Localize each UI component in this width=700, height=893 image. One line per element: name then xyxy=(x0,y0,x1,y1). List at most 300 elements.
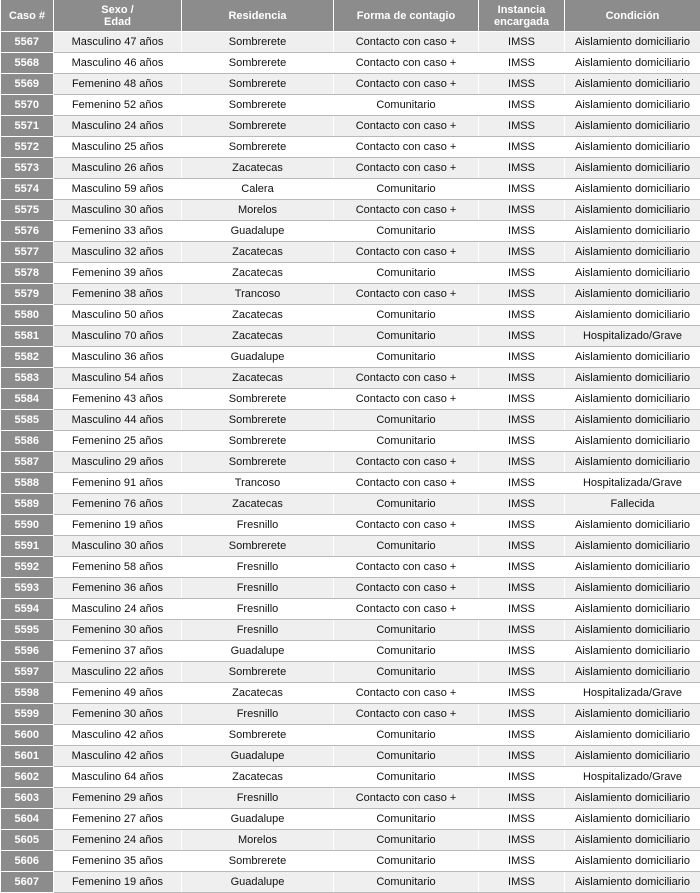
header-residencia xyxy=(182,0,334,32)
cell-condicion: Hospitalizada/Grave xyxy=(565,473,700,494)
cell-condicion: Aislamiento domiciliario xyxy=(565,95,700,116)
cell-forma-contagio: Comunitario xyxy=(334,221,479,242)
cell-residencia: Fresnillo xyxy=(182,704,334,725)
table-row xyxy=(1,200,700,221)
table-row xyxy=(1,704,700,725)
cell-sexo-edad: Femenino 30 años xyxy=(54,704,182,725)
cell-forma-contagio: Comunitario xyxy=(334,326,479,347)
table-row xyxy=(1,767,700,788)
cell-sexo-edad: Femenino 33 años xyxy=(54,221,182,242)
cell-caso: 5598 xyxy=(1,683,54,704)
cell-residencia: Sombrerete xyxy=(182,662,334,683)
table-row xyxy=(1,788,700,809)
cell-caso: 5605 xyxy=(1,830,54,851)
cell-sexo-edad: Masculino 30 años xyxy=(54,200,182,221)
cell-instancia: IMSS xyxy=(479,851,565,872)
cell-caso: 5582 xyxy=(1,347,54,368)
cell-condicion: Aislamiento domiciliario xyxy=(565,221,700,242)
cell-condicion: Aislamiento domiciliario xyxy=(565,452,700,473)
cell-instancia: IMSS xyxy=(479,158,565,179)
table-row xyxy=(1,536,700,557)
cell-sexo-edad: Femenino 36 años xyxy=(54,578,182,599)
cell-forma-contagio: Contacto con caso + xyxy=(334,32,479,53)
cell-forma-contagio: Contacto con caso + xyxy=(334,74,479,95)
cell-sexo-edad: Femenino 48 años xyxy=(54,74,182,95)
cell-forma-contagio: Comunitario xyxy=(334,641,479,662)
cell-instancia: IMSS xyxy=(479,494,565,515)
cell-residencia: Sombrerete xyxy=(182,851,334,872)
cell-instancia: IMSS xyxy=(479,284,565,305)
cell-instancia: IMSS xyxy=(479,200,565,221)
cell-caso: 5596 xyxy=(1,641,54,662)
cell-instancia: IMSS xyxy=(479,767,565,788)
cell-residencia: Sombrerete xyxy=(182,431,334,452)
table-row xyxy=(1,809,700,830)
cell-condicion: Aislamiento domiciliario xyxy=(565,347,700,368)
cell-caso: 5573 xyxy=(1,158,54,179)
cell-instancia: IMSS xyxy=(479,515,565,536)
cell-caso: 5600 xyxy=(1,725,54,746)
header-sexo-edad xyxy=(54,0,182,32)
cell-condicion: Aislamiento domiciliario xyxy=(565,431,700,452)
cell-condicion: Aislamiento domiciliario xyxy=(565,536,700,557)
cell-residencia: Trancoso xyxy=(182,284,334,305)
table-row xyxy=(1,557,700,578)
cell-caso: 5568 xyxy=(1,53,54,74)
cell-condicion: Aislamiento domiciliario xyxy=(565,32,700,53)
cell-residencia: Sombrerete xyxy=(182,137,334,158)
cell-instancia: IMSS xyxy=(479,179,565,200)
table-body xyxy=(1,32,700,893)
header-caso-label: Caso # xyxy=(9,10,45,22)
cell-condicion: Aislamiento domiciliario xyxy=(565,809,700,830)
cell-instancia: IMSS xyxy=(479,368,565,389)
cell-caso: 5577 xyxy=(1,242,54,263)
table-row xyxy=(1,431,700,452)
cell-sexo-edad: Masculino 70 años xyxy=(54,326,182,347)
cell-caso: 5607 xyxy=(1,872,54,893)
table-row xyxy=(1,620,700,641)
table-row xyxy=(1,179,700,200)
table-row xyxy=(1,641,700,662)
cell-condicion: Aislamiento domiciliario xyxy=(565,851,700,872)
table-row xyxy=(1,578,700,599)
cell-sexo-edad: Masculino 30 años xyxy=(54,536,182,557)
header-forma-contagio xyxy=(334,0,479,32)
cell-instancia: IMSS xyxy=(479,725,565,746)
cell-caso: 5581 xyxy=(1,326,54,347)
cell-instancia: IMSS xyxy=(479,95,565,116)
cell-condicion: Aislamiento domiciliario xyxy=(565,788,700,809)
cell-forma-contagio: Contacto con caso + xyxy=(334,158,479,179)
cell-residencia: Fresnillo xyxy=(182,557,334,578)
cell-forma-contagio: Contacto con caso + xyxy=(334,200,479,221)
cell-condicion: Hospitalizada/Grave xyxy=(565,683,700,704)
header-edad-label: Edad xyxy=(56,16,179,28)
header-forma-label: Forma de contagio xyxy=(357,10,455,22)
cell-condicion: Aislamiento domiciliario xyxy=(565,305,700,326)
header-caso xyxy=(1,0,54,32)
cell-instancia: IMSS xyxy=(479,347,565,368)
cell-residencia: Fresnillo xyxy=(182,620,334,641)
cell-instancia: IMSS xyxy=(479,620,565,641)
cell-condicion: Aislamiento domiciliario xyxy=(565,830,700,851)
cell-residencia: Guadalupe xyxy=(182,809,334,830)
cell-condicion: Fallecida xyxy=(565,494,700,515)
table-row xyxy=(1,662,700,683)
cell-sexo-edad: Masculino 25 años xyxy=(54,137,182,158)
cell-instancia: IMSS xyxy=(479,830,565,851)
cell-instancia: IMSS xyxy=(479,326,565,347)
cell-caso: 5584 xyxy=(1,389,54,410)
cell-residencia: Guadalupe xyxy=(182,641,334,662)
cell-caso: 5571 xyxy=(1,116,54,137)
table-row xyxy=(1,515,700,536)
table-row xyxy=(1,284,700,305)
cell-condicion: Aislamiento domiciliario xyxy=(565,74,700,95)
cell-condicion: Aislamiento domiciliario xyxy=(565,389,700,410)
cell-instancia: IMSS xyxy=(479,53,565,74)
cell-caso: 5580 xyxy=(1,305,54,326)
cell-sexo-edad: Femenino 27 años xyxy=(54,809,182,830)
cell-condicion: Aislamiento domiciliario xyxy=(565,158,700,179)
cell-sexo-edad: Masculino 24 años xyxy=(54,116,182,137)
cell-condicion: Aislamiento domiciliario xyxy=(565,284,700,305)
table-row xyxy=(1,494,700,515)
cell-forma-contagio: Contacto con caso + xyxy=(334,515,479,536)
header-condicion xyxy=(565,0,700,32)
cell-forma-contagio: Contacto con caso + xyxy=(334,683,479,704)
cell-condicion: Aislamiento domiciliario xyxy=(565,368,700,389)
cell-forma-contagio: Comunitario xyxy=(334,410,479,431)
cell-residencia: Sombrerete xyxy=(182,95,334,116)
cell-residencia: Morelos xyxy=(182,200,334,221)
cell-caso: 5589 xyxy=(1,494,54,515)
cell-sexo-edad: Femenino 43 años xyxy=(54,389,182,410)
cell-residencia: Fresnillo xyxy=(182,599,334,620)
cell-sexo-edad: Masculino 54 años xyxy=(54,368,182,389)
cell-forma-contagio: Contacto con caso + xyxy=(334,284,479,305)
cell-forma-contagio: Comunitario xyxy=(334,347,479,368)
cell-residencia: Sombrerete xyxy=(182,389,334,410)
cell-instancia: IMSS xyxy=(479,410,565,431)
header-sexo-label: Sexo / xyxy=(56,4,179,16)
cell-sexo-edad: Femenino 58 años xyxy=(54,557,182,578)
cell-sexo-edad: Masculino 50 años xyxy=(54,305,182,326)
cell-forma-contagio: Comunitario xyxy=(334,431,479,452)
cell-forma-contagio: Contacto con caso + xyxy=(334,578,479,599)
cell-caso: 5591 xyxy=(1,536,54,557)
cell-sexo-edad: Masculino 44 años xyxy=(54,410,182,431)
cell-forma-contagio: Comunitario xyxy=(334,830,479,851)
cell-instancia: IMSS xyxy=(479,872,565,893)
table-row xyxy=(1,410,700,431)
cell-sexo-edad: Masculino 29 años xyxy=(54,452,182,473)
cell-forma-contagio: Comunitario xyxy=(334,809,479,830)
cell-caso: 5569 xyxy=(1,74,54,95)
cell-forma-contagio: Comunitario xyxy=(334,263,479,284)
table-row xyxy=(1,242,700,263)
cell-residencia: Zacatecas xyxy=(182,305,334,326)
cell-forma-contagio: Contacto con caso + xyxy=(334,788,479,809)
cell-forma-contagio: Comunitario xyxy=(334,872,479,893)
cell-caso: 5587 xyxy=(1,452,54,473)
cell-residencia: Fresnillo xyxy=(182,788,334,809)
cell-residencia: Zacatecas xyxy=(182,326,334,347)
cell-residencia: Fresnillo xyxy=(182,515,334,536)
cell-forma-contagio: Contacto con caso + xyxy=(334,557,479,578)
cell-forma-contagio: Comunitario xyxy=(334,725,479,746)
cell-caso: 5574 xyxy=(1,179,54,200)
cell-forma-contagio: Comunitario xyxy=(334,95,479,116)
cell-caso: 5576 xyxy=(1,221,54,242)
table-row xyxy=(1,32,700,53)
cell-caso: 5592 xyxy=(1,557,54,578)
cell-caso: 5606 xyxy=(1,851,54,872)
cell-residencia: Sombrerete xyxy=(182,536,334,557)
table-row xyxy=(1,851,700,872)
cell-instancia: IMSS xyxy=(479,557,565,578)
cell-caso: 5601 xyxy=(1,746,54,767)
cell-forma-contagio: Comunitario xyxy=(334,494,479,515)
cell-instancia: IMSS xyxy=(479,683,565,704)
cell-forma-contagio: Contacto con caso + xyxy=(334,242,479,263)
cell-caso: 5585 xyxy=(1,410,54,431)
cell-residencia: Zacatecas xyxy=(182,494,334,515)
cell-instancia: IMSS xyxy=(479,74,565,95)
cell-instancia: IMSS xyxy=(479,389,565,410)
cell-forma-contagio: Contacto con caso + xyxy=(334,53,479,74)
cell-residencia: Guadalupe xyxy=(182,746,334,767)
cell-sexo-edad: Femenino 29 años xyxy=(54,788,182,809)
cell-residencia: Zacatecas xyxy=(182,767,334,788)
cell-residencia: Zacatecas xyxy=(182,368,334,389)
cell-residencia: Guadalupe xyxy=(182,347,334,368)
cell-sexo-edad: Femenino 19 años xyxy=(54,872,182,893)
cell-sexo-edad: Masculino 46 años xyxy=(54,53,182,74)
cell-residencia: Trancoso xyxy=(182,473,334,494)
cell-instancia: IMSS xyxy=(479,662,565,683)
table-row xyxy=(1,53,700,74)
cell-residencia: Sombrerete xyxy=(182,32,334,53)
cell-forma-contagio: Comunitario xyxy=(334,536,479,557)
cell-instancia: IMSS xyxy=(479,746,565,767)
cell-sexo-edad: Femenino 39 años xyxy=(54,263,182,284)
cell-caso: 5586 xyxy=(1,431,54,452)
cell-caso: 5594 xyxy=(1,599,54,620)
cell-sexo-edad: Femenino 76 años xyxy=(54,494,182,515)
cell-residencia: Zacatecas xyxy=(182,158,334,179)
cell-residencia: Guadalupe xyxy=(182,872,334,893)
cell-residencia: Sombrerete xyxy=(182,116,334,137)
table-row xyxy=(1,746,700,767)
cell-forma-contagio: Contacto con caso + xyxy=(334,452,479,473)
cell-condicion: Aislamiento domiciliario xyxy=(565,515,700,536)
cell-forma-contagio: Comunitario xyxy=(334,620,479,641)
cell-condicion: Aislamiento domiciliario xyxy=(565,410,700,431)
cell-instancia: IMSS xyxy=(479,305,565,326)
cell-sexo-edad: Femenino 52 años xyxy=(54,95,182,116)
cell-forma-contagio: Contacto con caso + xyxy=(334,137,479,158)
table-row xyxy=(1,74,700,95)
cell-residencia: Sombrerete xyxy=(182,410,334,431)
cell-sexo-edad: Femenino 91 años xyxy=(54,473,182,494)
cell-sexo-edad: Femenino 30 años xyxy=(54,620,182,641)
cell-caso: 5578 xyxy=(1,263,54,284)
cell-condicion: Aislamiento domiciliario xyxy=(565,620,700,641)
table-row xyxy=(1,347,700,368)
header-condicion-label: Condición xyxy=(606,10,660,22)
cell-instancia: IMSS xyxy=(479,473,565,494)
cell-forma-contagio: Contacto con caso + xyxy=(334,116,479,137)
cell-sexo-edad: Masculino 64 años xyxy=(54,767,182,788)
header-residencia-label: Residencia xyxy=(228,10,286,22)
cell-sexo-edad: Femenino 24 años xyxy=(54,830,182,851)
header-row xyxy=(1,0,700,32)
cell-forma-contagio: Comunitario xyxy=(334,767,479,788)
table-row xyxy=(1,830,700,851)
table-row xyxy=(1,263,700,284)
cell-forma-contagio: Comunitario xyxy=(334,662,479,683)
cell-condicion: Aislamiento domiciliario xyxy=(565,137,700,158)
cell-condicion: Aislamiento domiciliario xyxy=(565,200,700,221)
cell-caso: 5599 xyxy=(1,704,54,725)
cell-caso: 5567 xyxy=(1,32,54,53)
cell-residencia: Sombrerete xyxy=(182,452,334,473)
cell-instancia: IMSS xyxy=(479,641,565,662)
cell-instancia: IMSS xyxy=(479,137,565,158)
cell-caso: 5583 xyxy=(1,368,54,389)
cell-condicion: Aislamiento domiciliario xyxy=(565,53,700,74)
cell-residencia: Guadalupe xyxy=(182,221,334,242)
cell-residencia: Zacatecas xyxy=(182,242,334,263)
cell-condicion: Aislamiento domiciliario xyxy=(565,263,700,284)
cell-forma-contagio: Contacto con caso + xyxy=(334,599,479,620)
cell-residencia: Zacatecas xyxy=(182,683,334,704)
cell-sexo-edad: Femenino 49 años xyxy=(54,683,182,704)
table-row xyxy=(1,389,700,410)
cell-sexo-edad: Masculino 47 años xyxy=(54,32,182,53)
table-row xyxy=(1,95,700,116)
cell-sexo-edad: Femenino 19 años xyxy=(54,515,182,536)
header-instancia-label: Instancia xyxy=(481,4,562,16)
cell-caso: 5593 xyxy=(1,578,54,599)
cell-sexo-edad: Masculino 42 años xyxy=(54,746,182,767)
cell-sexo-edad: Masculino 36 años xyxy=(54,347,182,368)
cell-condicion: Hospitalizado/Grave xyxy=(565,767,700,788)
cell-sexo-edad: Masculino 59 años xyxy=(54,179,182,200)
cell-residencia: Sombrerete xyxy=(182,74,334,95)
cell-condicion: Aislamiento domiciliario xyxy=(565,578,700,599)
cell-residencia: Morelos xyxy=(182,830,334,851)
cell-instancia: IMSS xyxy=(479,578,565,599)
header-instancia xyxy=(479,0,565,32)
table-row xyxy=(1,725,700,746)
table-row xyxy=(1,599,700,620)
cell-sexo-edad: Femenino 25 años xyxy=(54,431,182,452)
table-row xyxy=(1,158,700,179)
cell-instancia: IMSS xyxy=(479,242,565,263)
cell-condicion: Aislamiento domiciliario xyxy=(565,557,700,578)
cell-condicion: Aislamiento domiciliario xyxy=(565,116,700,137)
cell-instancia: IMSS xyxy=(479,704,565,725)
table-row xyxy=(1,305,700,326)
table-row xyxy=(1,368,700,389)
cell-instancia: IMSS xyxy=(479,536,565,557)
cell-condicion: Aislamiento domiciliario xyxy=(565,704,700,725)
cell-forma-contagio: Contacto con caso + xyxy=(334,473,479,494)
table-row xyxy=(1,452,700,473)
cell-sexo-edad: Masculino 24 años xyxy=(54,599,182,620)
cell-caso: 5588 xyxy=(1,473,54,494)
cell-condicion: Aislamiento domiciliario xyxy=(565,599,700,620)
table-row xyxy=(1,137,700,158)
cell-condicion: Hospitalizado/Grave xyxy=(565,326,700,347)
cell-condicion: Aislamiento domiciliario xyxy=(565,662,700,683)
cell-condicion: Aislamiento domiciliario xyxy=(565,179,700,200)
cell-instancia: IMSS xyxy=(479,221,565,242)
header-encargada-label: encargada xyxy=(481,16,562,28)
cell-sexo-edad: Masculino 32 años xyxy=(54,242,182,263)
cell-caso: 5595 xyxy=(1,620,54,641)
cell-sexo-edad: Masculino 22 años xyxy=(54,662,182,683)
table-row xyxy=(1,683,700,704)
cell-residencia: Fresnillo xyxy=(182,578,334,599)
cell-forma-contagio: Contacto con caso + xyxy=(334,704,479,725)
table-row xyxy=(1,326,700,347)
cell-residencia: Calera xyxy=(182,179,334,200)
cell-caso: 5575 xyxy=(1,200,54,221)
cell-instancia: IMSS xyxy=(479,599,565,620)
table-row xyxy=(1,473,700,494)
cell-caso: 5604 xyxy=(1,809,54,830)
cell-forma-contagio: Comunitario xyxy=(334,851,479,872)
cell-residencia: Sombrerete xyxy=(182,725,334,746)
cell-residencia: Zacatecas xyxy=(182,263,334,284)
cell-caso: 5570 xyxy=(1,95,54,116)
cell-condicion: Aislamiento domiciliario xyxy=(565,746,700,767)
cell-instancia: IMSS xyxy=(479,263,565,284)
cell-caso: 5597 xyxy=(1,662,54,683)
cell-instancia: IMSS xyxy=(479,452,565,473)
table-row xyxy=(1,872,700,893)
cell-condicion: Aislamiento domiciliario xyxy=(565,725,700,746)
table-row xyxy=(1,221,700,242)
cell-caso: 5572 xyxy=(1,137,54,158)
cell-residencia: Sombrerete xyxy=(182,53,334,74)
cell-forma-contagio: Comunitario xyxy=(334,746,479,767)
cell-sexo-edad: Femenino 37 años xyxy=(54,641,182,662)
cell-caso: 5602 xyxy=(1,767,54,788)
cell-instancia: IMSS xyxy=(479,788,565,809)
cell-caso: 5603 xyxy=(1,788,54,809)
table-row xyxy=(1,116,700,137)
cell-forma-contagio: Contacto con caso + xyxy=(334,368,479,389)
cell-forma-contagio: Comunitario xyxy=(334,305,479,326)
cell-caso: 5579 xyxy=(1,284,54,305)
cell-condicion: Aislamiento domiciliario xyxy=(565,242,700,263)
cell-sexo-edad: Masculino 42 años xyxy=(54,725,182,746)
cell-forma-contagio: Comunitario xyxy=(334,179,479,200)
cell-instancia: IMSS xyxy=(479,431,565,452)
table-header xyxy=(1,0,700,32)
cell-sexo-edad: Femenino 38 años xyxy=(54,284,182,305)
cell-instancia: IMSS xyxy=(479,809,565,830)
cell-sexo-edad: Masculino 26 años xyxy=(54,158,182,179)
cell-condicion: Aislamiento domiciliario xyxy=(565,872,700,893)
cell-instancia: IMSS xyxy=(479,32,565,53)
cell-sexo-edad: Femenino 35 años xyxy=(54,851,182,872)
